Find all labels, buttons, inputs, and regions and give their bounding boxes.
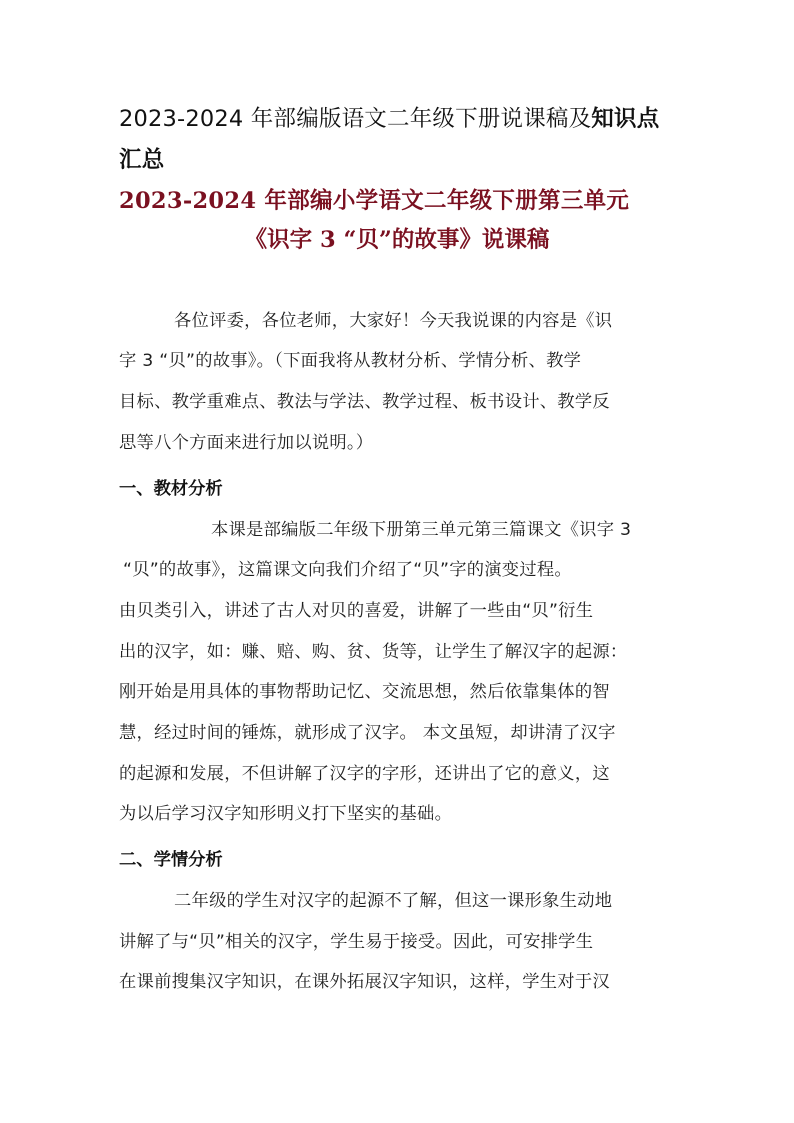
- section-heading-textbook-analysis: 一、教材分析: [119, 479, 223, 499]
- section1-line-7: 的起源和发展，不但讲解了汉字的字形，还讲出了它的意义，这: [119, 764, 610, 784]
- lesson-title: 《识字 3 “贝”的故事》说课稿: [244, 227, 550, 253]
- section2-line-1: 二年级的学生对汉字的起源不了解，但这一课形象生动地: [174, 891, 613, 911]
- section2-line-2: 讲解了与“贝”相关的汉字，学生易于接受。因此，可安排学生: [119, 932, 594, 952]
- section1-line-4: 出的汉字，如：赚、赔、购、贫、货等，让学生了解汉字的起源：: [119, 642, 628, 662]
- section1-line-5: 刚开始是用具体的事物帮助记忆、交流思想，然后依靠集体的智: [119, 682, 610, 702]
- section1-line-2: “贝”的故事》，这篇课文向我们介绍了“贝”字的演变过程。: [123, 560, 572, 580]
- intro-line-4: 思等八个方面来进行加以说明。）: [119, 433, 374, 453]
- section1-line-6: 慧，经过时间的锤炼，就形成了汉字。 本文虽短，却讲清了汉字: [119, 723, 616, 743]
- section1-line-8: 为以后学习汉字知形明义打下坚实的基础。: [119, 804, 453, 824]
- document-title-part1: 2023-2024 年部编版语文二年级下册说课稿及: [119, 106, 592, 132]
- intro-line-2: 字 3 “贝”的故事》。（下面我将从教材分析、学情分析、教学: [119, 351, 582, 371]
- section2-line-3: 在课前搜集汉字知识，在课外拓展汉字知识，这样，学生对于汉: [119, 972, 610, 992]
- document-title-part2: 知识点: [591, 106, 660, 132]
- section1-line-3: 由贝类引入，讲述了古人对贝的喜爱，讲解了一些由“贝”衍生: [119, 601, 594, 621]
- document-title-line2: 汇总: [119, 147, 165, 173]
- intro-line-1: 各位评委，各位老师，大家好！今天我说课的内容是《识: [174, 311, 613, 331]
- section-heading-student-analysis: 二、学情分析: [119, 850, 223, 870]
- unit-subtitle: 2023-2024 年部编小学语文二年级下册第三单元: [119, 188, 630, 214]
- section1-line-1: 本课是部编版二年级下册第三单元第三篇课文《识字 3: [211, 520, 632, 540]
- document-title: [119, 104, 659, 134]
- intro-line-3: 目标、教学重难点、教法与学法、教学过程、板书设计、教学反: [119, 392, 610, 412]
